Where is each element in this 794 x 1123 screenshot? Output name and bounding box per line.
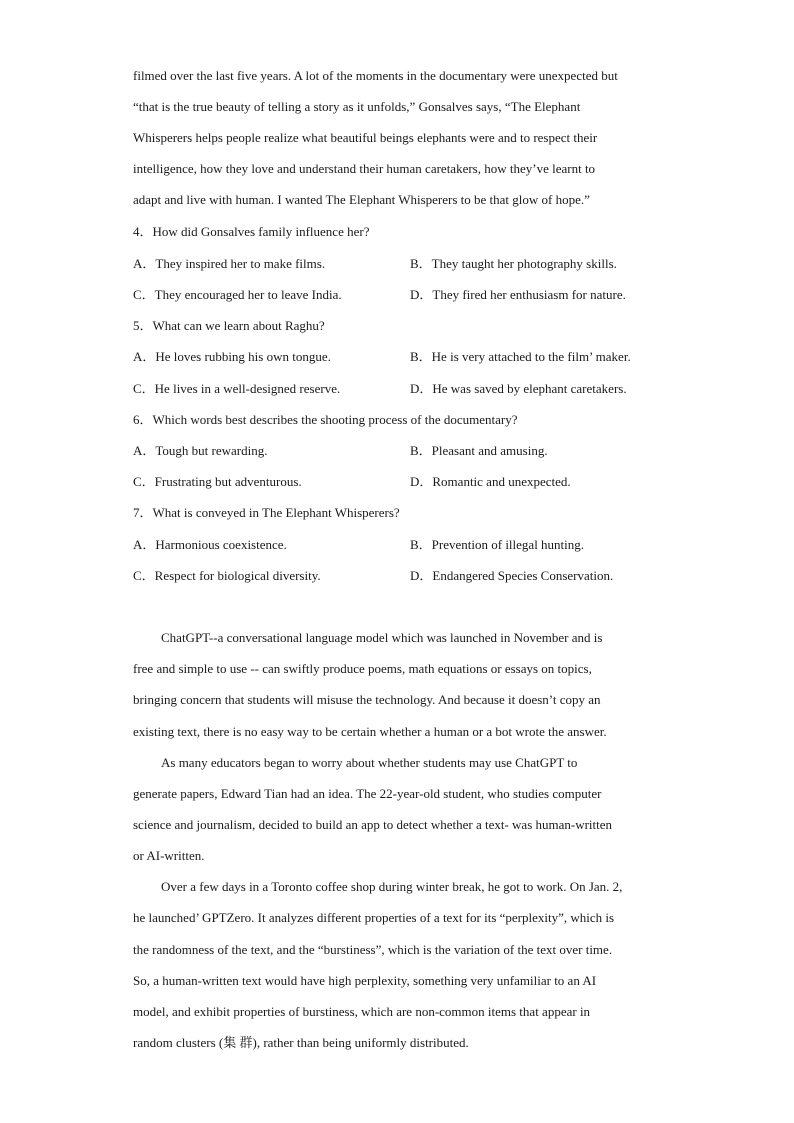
question-5-option-a: A．He loves rubbing his own tongue.	[133, 349, 331, 364]
passage2-line: existing text, there is no easy way to be certain whether a human or a bot wrote the answer.	[133, 724, 607, 739]
passage2-line: random clusters (集 群), rather than being uniformly distributed.	[133, 1035, 469, 1050]
question-5-option-c: C．He lives in a well-designed reserve.	[133, 381, 341, 396]
question-5-option-d: D．He was saved by elephant caretakers.	[410, 381, 627, 396]
passage2-line: free and simple to use -- can swiftly produce poems, math equations or essays on topics,	[133, 661, 592, 676]
passage2-line: As many educators began to worry about whether students may use ChatGPT to	[161, 755, 578, 770]
question-6-option-d: D．Romantic and unexpected.	[410, 474, 571, 489]
question-4-option-b: B．They taught her photography skills.	[410, 256, 617, 271]
passage2-line: he launched’ GPTZero. It analyzes different properties of a text for its “perplexity”, which is	[133, 910, 615, 925]
passage1-line: “that is the true beauty of telling a story as it unfolds,” Gonsalves says, “The Elephant	[133, 99, 581, 114]
passage2-line: ChatGPT--a conversational language model which was launched in November and is	[161, 630, 603, 645]
question-6-option-a: A．Tough but rewarding.	[133, 443, 268, 458]
question-5-stem: 5．What can we learn about Raghu?	[133, 318, 325, 333]
passage2-line: generate papers, Edward Tian had an idea. The 22-year-old student, who studies computer	[133, 786, 602, 801]
question-7-option-c: C．Respect for biological diversity.	[133, 568, 321, 583]
passage2-line: Over a few days in a Toronto coffee shop during winter break, he got to work. On Jan. 2,	[161, 879, 623, 894]
passage2-line: the randomness of the text, and the “burstiness”, which is the variation of the text over time.	[133, 942, 613, 957]
passage2-line: model, and exhibit properties of burstiness, which are non-common items that appear in	[133, 1004, 591, 1019]
question-6-option-c: C．Frustrating but adventurous.	[133, 474, 302, 489]
passage1-line: adapt and live with human. I wanted The Elephant Whisperers to be that glow of hope.”	[133, 192, 590, 207]
passage2-line: So, a human-written text would have high perplexity, something very unfamiliar to an AI	[133, 973, 597, 988]
passage2-line: bringing concern that students will misuse the technology. And because it doesn’t copy an	[133, 692, 601, 707]
question-6-option-b: B．Pleasant and amusing.	[410, 443, 548, 458]
question-5-option-b: B．He is very attached to the film’ maker.	[410, 349, 631, 364]
question-4-option-d: D．They fired her enthusiasm for nature.	[410, 287, 626, 302]
question-7-option-b: B．Prevention of illegal hunting.	[410, 537, 585, 552]
passage2-line: or AI-written.	[133, 848, 205, 863]
passage1-line: filmed over the last five years. A lot of the moments in the documentary were unexpected but	[133, 68, 618, 83]
question-4-stem: 4．How did Gonsalves family influence her?	[133, 224, 370, 239]
question-7-stem: 7．What is conveyed in The Elephant Whisperers?	[133, 505, 400, 520]
passage2-line: science and journalism, decided to build an app to detect whether a text- was human-written	[133, 817, 613, 832]
question-6-stem: 6．Which words best describes the shooting process of the documentary?	[133, 412, 518, 427]
passage1-line: intelligence, how they love and understand their human caretakers, how they’ve learnt to	[133, 161, 596, 176]
passage1-line: Whisperers helps people realize what beautiful beings elephants were and to respect their	[133, 130, 598, 145]
question-4-option-a: A．They inspired her to make films.	[133, 256, 326, 271]
question-4-option-c: C．They encouraged her to leave India.	[133, 287, 342, 302]
question-7-option-a: A．Harmonious coexistence.	[133, 537, 287, 552]
question-7-option-d: D．Endangered Species Conservation.	[410, 568, 614, 583]
